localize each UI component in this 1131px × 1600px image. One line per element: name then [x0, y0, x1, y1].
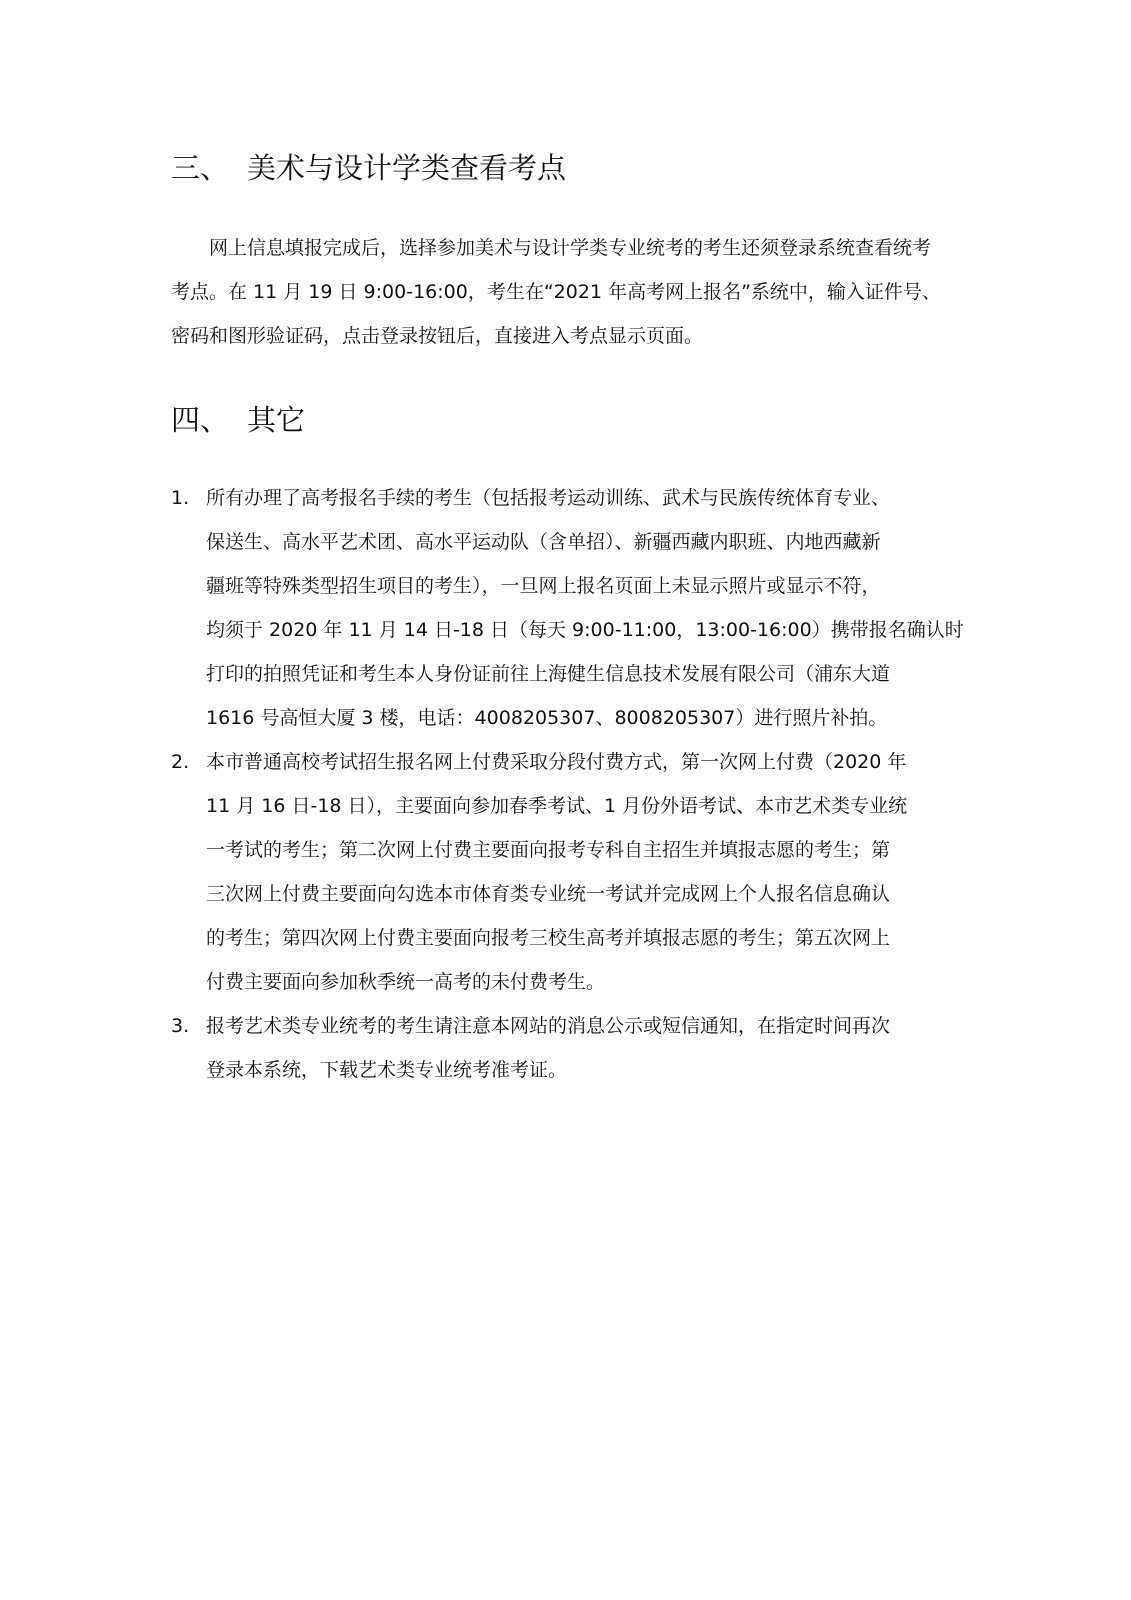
paragraph-line: 密码和图形验证码，点击登录按钮后，直接进入考点显示页面。 [171, 325, 704, 347]
paragraph-line: 考点。在 11 月 19 日 9:00-16:00，考生在“2021 年高考网上报名”系统中，输入证件号、 [171, 281, 941, 303]
list-line: 均须于 2020 年 11 月 14 日-18 日（每天 9:00-11:00，13:00-16:00）携带报名确认时 [206, 619, 964, 641]
section-3-title: 美术与设计学类查看考点 [247, 151, 567, 185]
section-4-heading [171, 400, 305, 440]
list-line: 登录本系统，下载艺术类专业统考准考证。 [206, 1059, 568, 1081]
list-line: 三次网上付费主要面向勾选本市体育类专业统一考试并完成网上个人报名信息确认 [206, 883, 891, 905]
list-marker: 3. [171, 1015, 190, 1037]
list-line: 一考试的考生；第二次网上付费主要面向报考专科自主招生并填报志愿的考生；第 [206, 839, 891, 861]
section-4-title: 其它 [247, 403, 306, 437]
section-3-heading [171, 148, 566, 188]
list-line: 的考生；第四次网上付费主要面向报考三校生高考并填报志愿的考生；第五次网上 [206, 927, 891, 949]
list-item-3 [171, 1004, 961, 1092]
list-line: 本市普通高校考试招生报名网上付费采取分段付费方式，第一次网上付费（2020 年 [206, 751, 907, 773]
list-line: 11 月 16 日-18 日），主要面向参加春季考试、1 月份外语考试、本市艺术类专业统 [206, 795, 908, 817]
section-4-list [171, 476, 964, 1092]
list-line: 所有办理了高考报名手续的考生（包括报考运动训练、武术与民族传统体育专业、 [206, 487, 891, 509]
list-item-1 [171, 476, 964, 740]
paragraph-line: 网上信息填报完成后，选择参加美术与设计学类专业统考的考生还须登录系统查看统考 [209, 237, 932, 259]
list-item-2 [171, 740, 961, 1004]
list-line: 付费主要面向参加秋季统一高考的未付费考生。 [206, 971, 606, 993]
list-line: 报考艺术类专业统考的考生请注意本网站的消息公示或短信通知，在指定时间再次 [206, 1015, 891, 1037]
list-marker: 1. [171, 487, 190, 509]
section-3-paragraph [171, 226, 961, 358]
section-4-number: 四、 [171, 403, 230, 437]
section-3-number: 三、 [171, 151, 230, 185]
list-line: 打印的拍照凭证和考生本人身份证前往上海健生信息技术发展有限公司（浦东大道 [206, 663, 891, 685]
list-line: 疆班等特殊类型招生项目的考生），一旦网上报名页面上未显示照片或显示不符， [206, 575, 881, 597]
list-line: 保送生、高水平艺术团、高水平运动队（含单招）、新疆西藏内职班、内地西藏新 [206, 531, 881, 553]
list-marker: 2. [171, 751, 190, 773]
list-line: 1616 号高恒大厦 3 楼，电话：4008205307、8008205307）进行照片补拍。 [206, 707, 888, 729]
